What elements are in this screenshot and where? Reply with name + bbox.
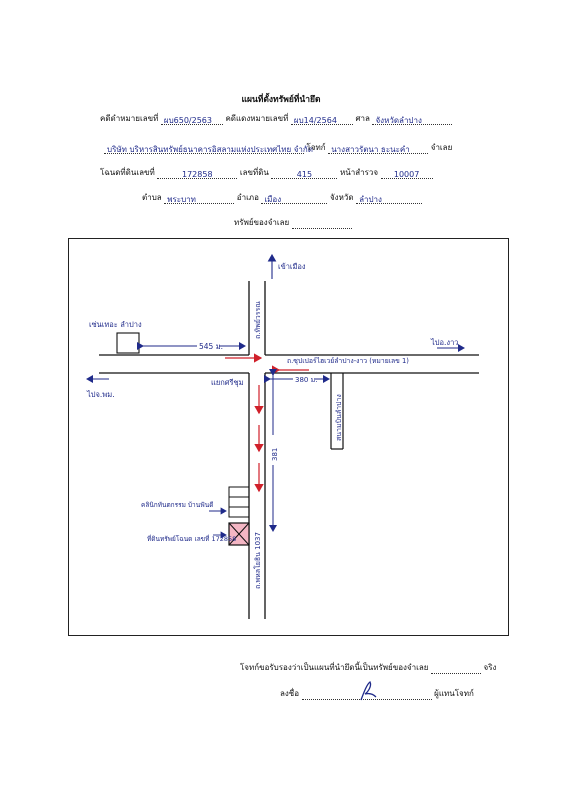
- province-value: ลำปาง: [359, 195, 382, 204]
- road-cross-label: ถ.ทิพย์วรรณ: [254, 301, 262, 339]
- survey-value: 10007: [393, 170, 420, 179]
- district-value: เมือง: [264, 195, 282, 204]
- clinic-block-2: [229, 497, 249, 507]
- case-red-value: ผบ14/2564: [293, 116, 337, 125]
- location-map: [69, 239, 510, 637]
- survey-label: หน้าสำรวจ: [339, 168, 379, 177]
- plaintiff-value: บริษัท บริหารสินทรัพย์ธนาคารอิสลามแห่งประเทศไทย จำกัด: [107, 145, 313, 154]
- certify-row: [240, 662, 496, 674]
- signature-mark: [358, 680, 378, 702]
- case-red-label: คดีแดงหมายเลขที่: [225, 114, 289, 123]
- district-label: อำเภอ: [236, 193, 259, 202]
- court-label: ศาล: [355, 114, 370, 123]
- bus-station-box: [117, 333, 139, 353]
- clinic-label: คลินิกทันตกรรม บ้านฟันดี: [141, 501, 214, 509]
- signature-row: [280, 688, 474, 700]
- to-lampang-label: ไปอ.งาว: [431, 338, 459, 347]
- subdistrict-label: ตำบล: [142, 193, 162, 202]
- true-text: จริง: [483, 663, 497, 672]
- case-black-label: คดีดำหมายเลขที่: [100, 114, 159, 123]
- dist-381-label: 381: [271, 447, 279, 461]
- defendant-label: จำเลย: [430, 143, 453, 152]
- deed-label: โฉนดที่ดินเลขที่: [100, 168, 155, 177]
- deed-row: [100, 167, 433, 179]
- plaintiff-label: โจทก์: [306, 143, 326, 152]
- land-no-label: เลขที่ดิน: [239, 168, 269, 177]
- junction-label: แยกศรีชุม: [211, 378, 244, 387]
- province-label: จังหวัด: [329, 193, 354, 202]
- clinic-block-1: [229, 487, 249, 497]
- location-row: [142, 192, 422, 204]
- clinic-block-3: [229, 507, 249, 517]
- case-row: [100, 113, 452, 125]
- map-frame: [68, 238, 509, 636]
- party-row: [104, 142, 452, 154]
- road-main-label: ถ.ซุปเปอร์ไฮเวย์ลำปาง-งาว (หมายเลข 1): [287, 357, 409, 365]
- case-black-value: ผบ650/2563: [163, 116, 212, 125]
- dist-380-label: 380 ม.: [295, 376, 318, 384]
- to-town-label: เข้าเมือง: [278, 262, 306, 271]
- sign-label: ลงชื่อ: [280, 689, 300, 698]
- deed-value: 172858: [182, 170, 213, 179]
- sign-role: ผู้แทนโจทก์: [434, 689, 474, 698]
- defendant-value: นางสาวรัตนา ธะนะคำ: [331, 145, 410, 154]
- property-label: ที่ดินทรัพย์โฉนด เลขที่ 172858: [147, 535, 237, 543]
- land-no-value: 415: [296, 170, 313, 179]
- certify-text: โจทก์ขอรับรองว่าเป็นแผนที่นำยึดนี้เป็นทรัพย์ของจำเลย: [240, 663, 429, 672]
- dist-545-label: 545 ม.: [199, 342, 224, 351]
- soi-label: ถ.พหลโยธิน 1037: [254, 532, 262, 589]
- airport-label: สนามบินลำปาง: [335, 394, 343, 441]
- document-title: แผนที่ตั้งทรัพย์ที่นำยึด: [241, 95, 321, 105]
- court-value: จังหวัดลำปาง: [375, 116, 422, 125]
- bus-station-label: เซ่นเทอะ ลำปาง: [89, 320, 142, 329]
- owner-label: ทรัพย์ของจำเลย: [234, 218, 290, 227]
- owner-row: [234, 217, 352, 229]
- subdistrict-value: พระบาท: [167, 195, 196, 204]
- to-ngao-label: ไปจ.พม.: [87, 390, 115, 399]
